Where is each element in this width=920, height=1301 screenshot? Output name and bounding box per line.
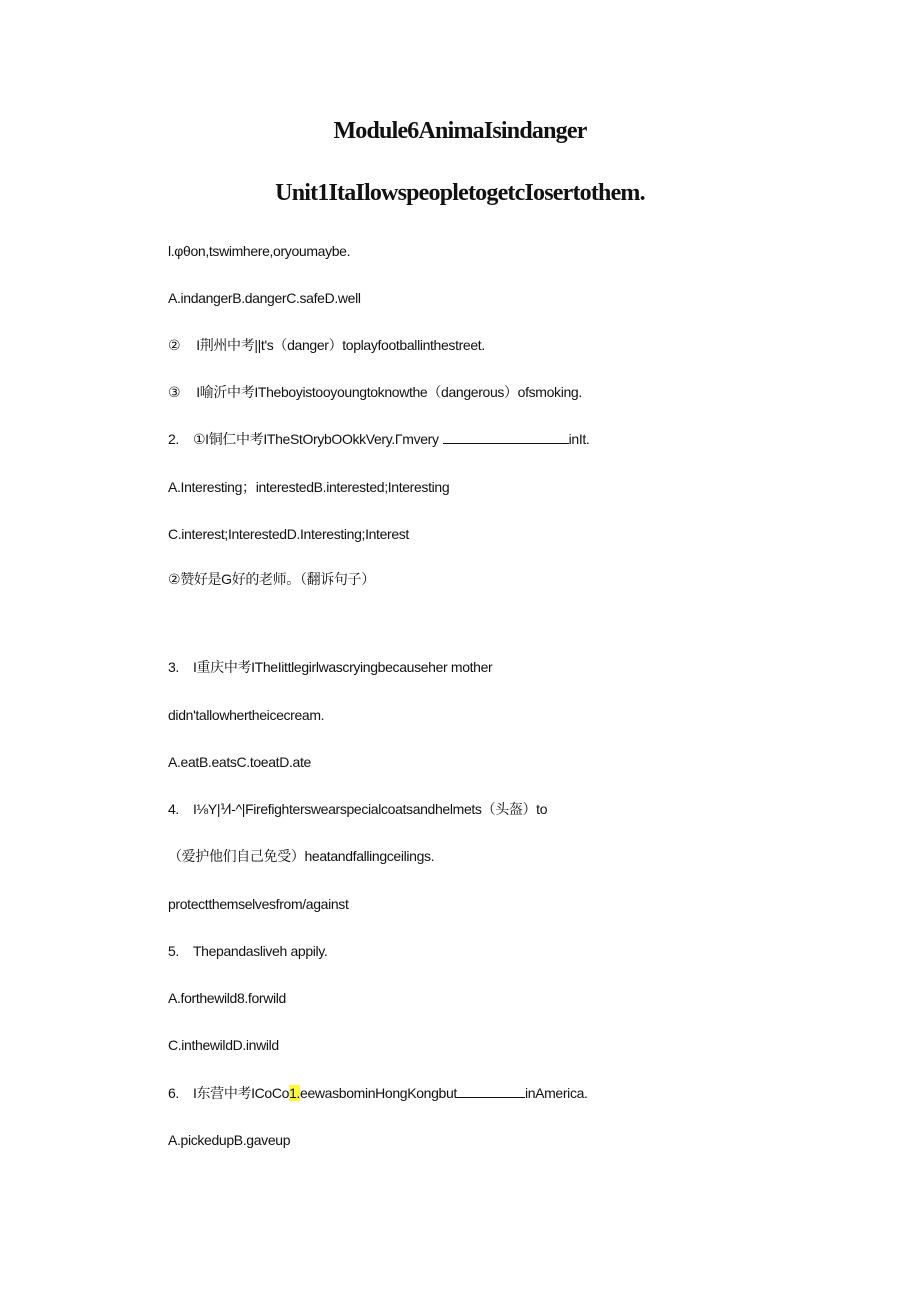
question-text: ①I铜仁中考ITheStOrybOOkkVery.Γmvery [192,431,439,447]
question-number: ③ [168,384,181,400]
question-number: 3. [168,659,179,675]
question-number: 4. [168,801,179,817]
question-text: I荆州中考||t's（danger）toplayfootballinthestreet. [196,337,485,353]
question-text: I⅛Y|⅟I-^|Firefighterswearspecialcoatsandhelmets（头盔）to [192,801,548,817]
answer-options: A.Interesting；interestedB.interested;Interesting [168,479,450,495]
answer-options: A.pickedupB.gaveup [168,1132,291,1148]
question-line [168,658,492,676]
answer-options: A.eatB.eatsC.toeatD.ate [168,754,311,770]
document-subtitle: Unit1ItaIlowspeopletogetcIosertothem. [275,180,645,206]
answer-blank[interactable] [443,431,569,444]
question-text: I东营中考ICoCo [192,1085,290,1101]
question-text: Thepandasliveh appily. [192,943,328,959]
highlighted-text: 1. [289,1085,301,1101]
question-number: 5. [168,943,179,959]
question-text: I重庆中考ITheIittlegirlwascryingbecauseher mother [192,659,493,675]
translation-hint: （爱护他们自己免受）heatandfallingceilings. [168,848,435,864]
question-number: 2. [168,431,179,447]
answer-options: A.indangerB.dangerC.safeD.well [168,290,361,306]
question-text-end: inIt. [568,431,590,447]
answer-options: C.interest;InterestedD.Interesting;Interest [168,526,409,542]
answer-line: protectthemselvesfrom/against [168,896,349,912]
question-line [168,800,547,818]
question-line [168,430,589,448]
question-number: 6. [168,1085,179,1101]
question-line [168,1084,588,1102]
answer-options: C.inthewildD.inwild [168,1037,279,1053]
document-title: Module6AnimaIsindanger [333,118,587,144]
question-line [168,383,582,401]
question-line [168,942,327,960]
question-text: I喻沂中考ITheboyistooyoungtoknowthe（dangerous）ofsmoking. [196,384,582,400]
answer-blank[interactable] [457,1085,525,1098]
question-line: l.φθon,tswimhere,oryoumaybe. [168,243,351,259]
question-line [168,336,485,354]
translation-prompt: ②赞好是G好的老师。（翻诉句子） [168,571,375,587]
question-text-end: inAmerica. [524,1085,588,1101]
question-number: ② [168,337,181,353]
answer-options: A.forthewild8.forwild [168,990,286,1006]
question-text: eewasbominHongKongbut [300,1085,457,1101]
question-line: didn'tallowhertheicecream. [168,707,325,723]
